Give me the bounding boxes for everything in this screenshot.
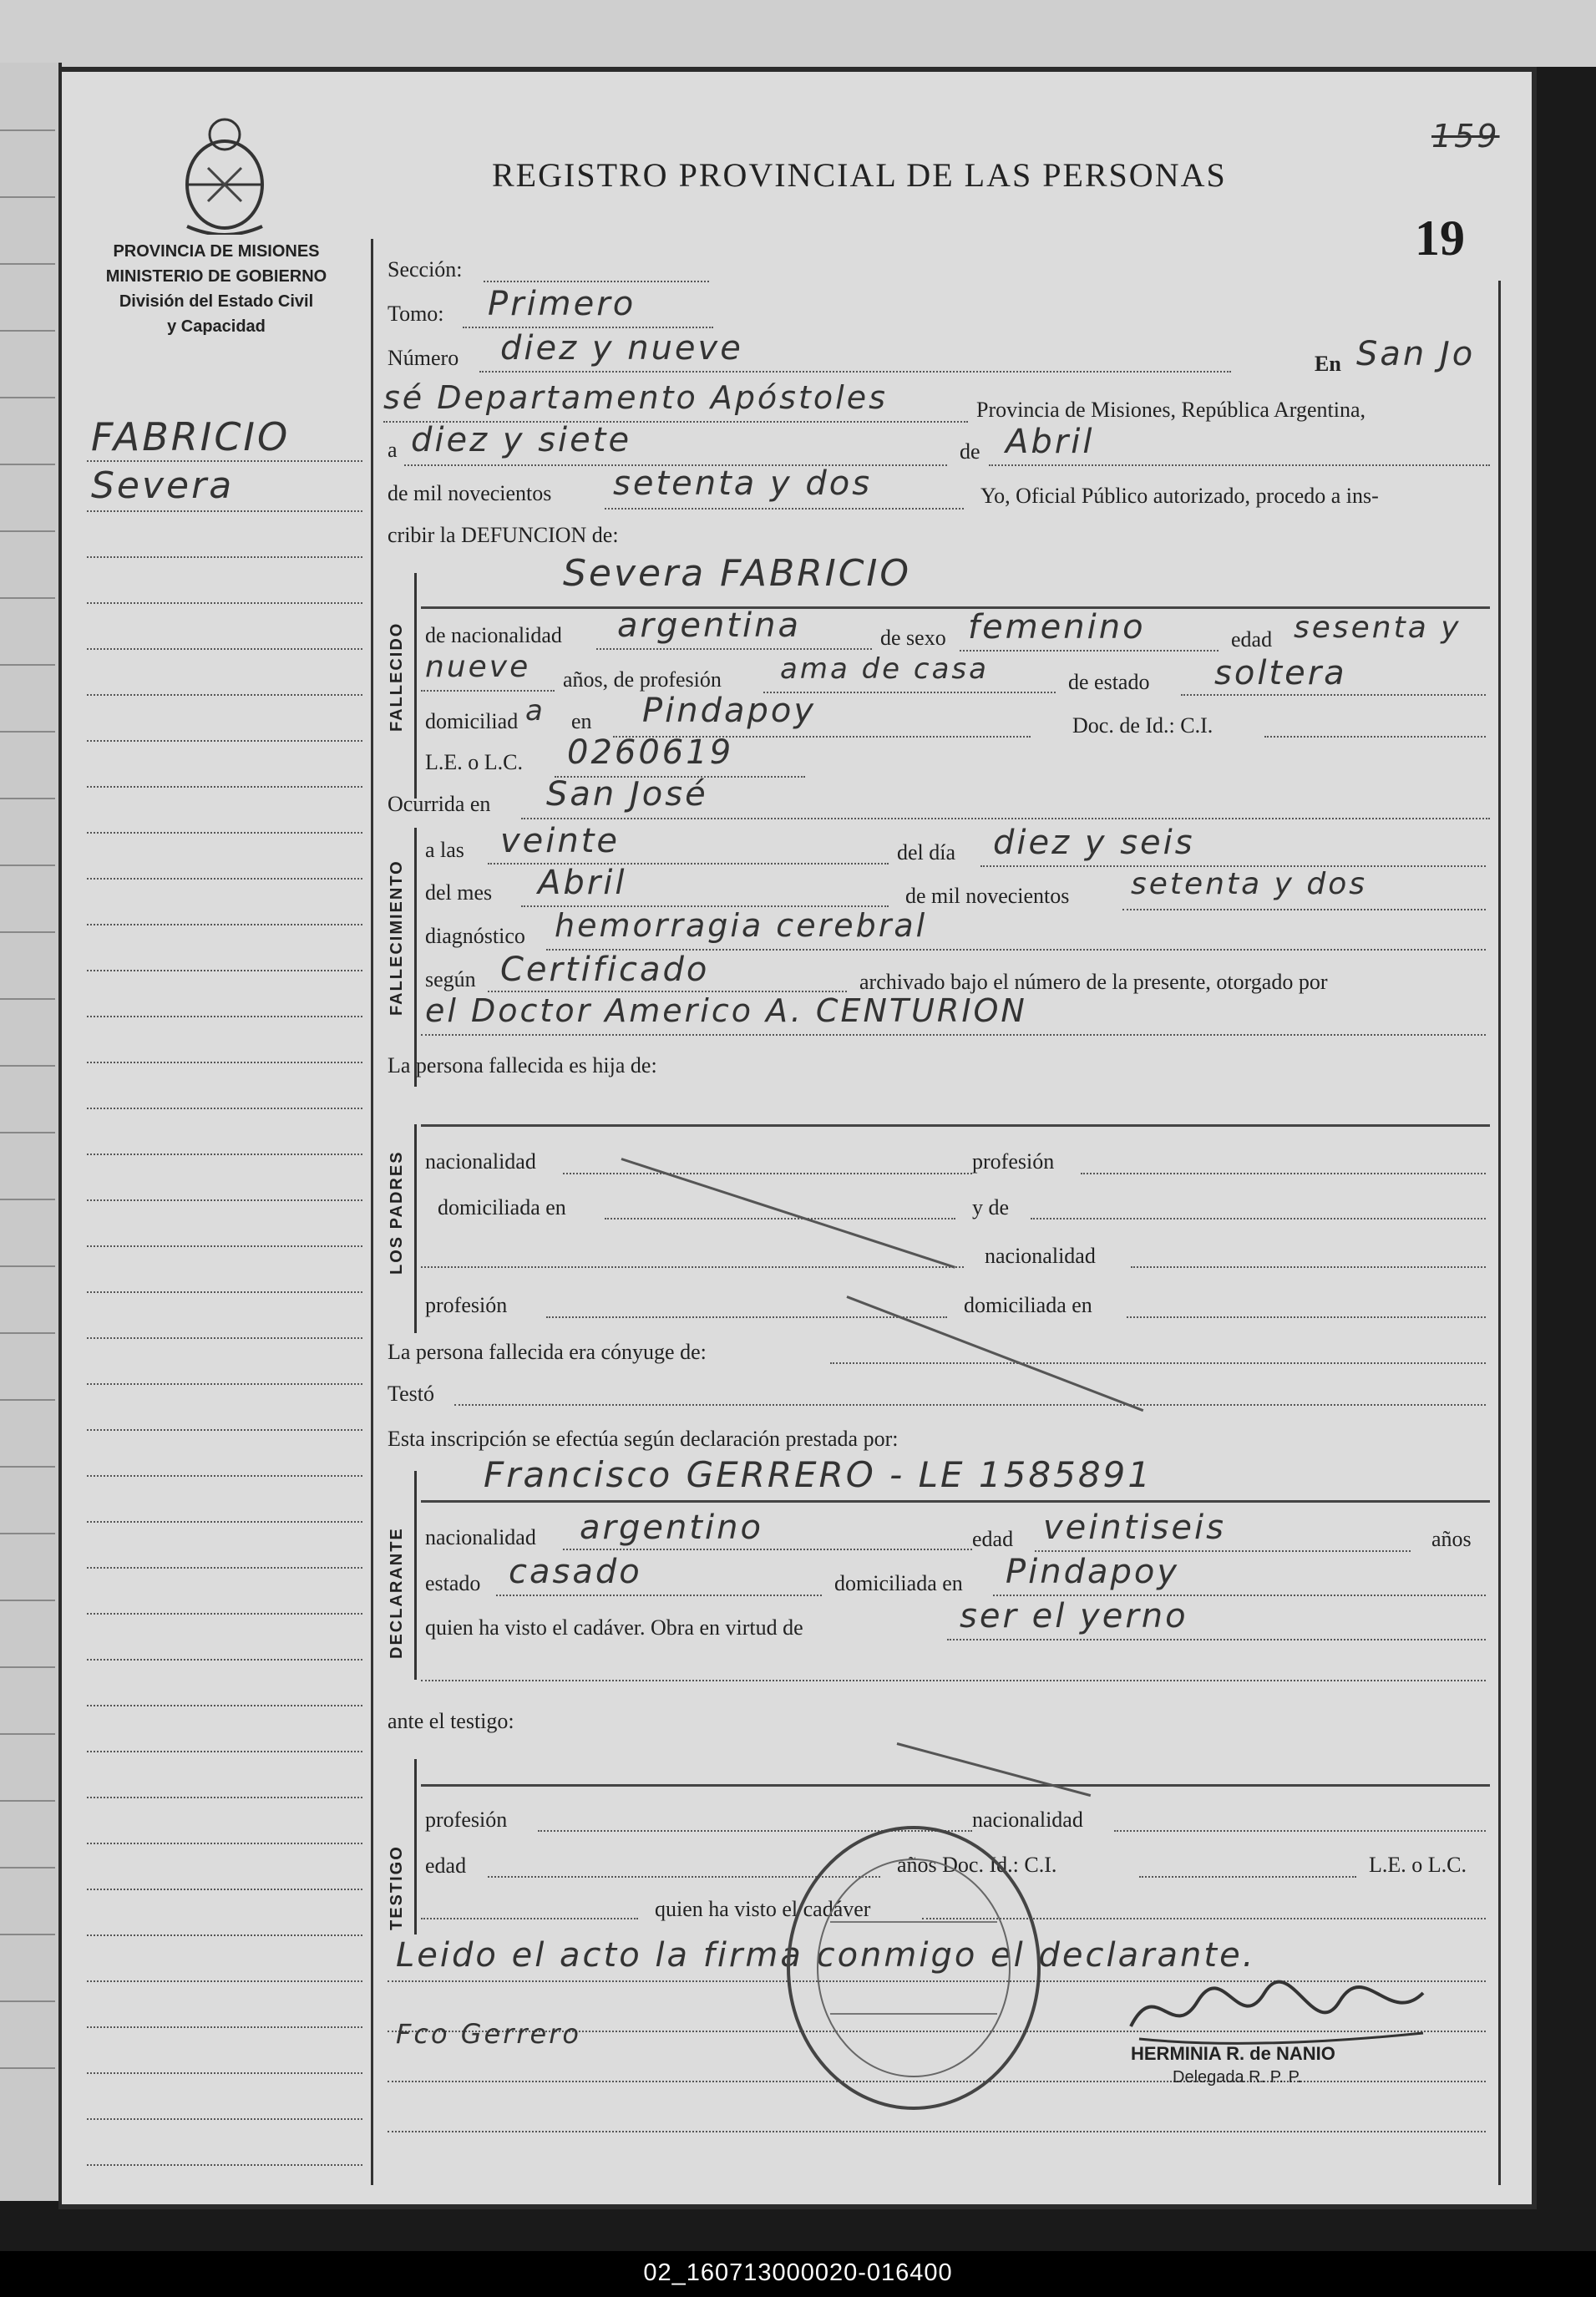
label-decl-anos: años <box>1431 1527 1472 1551</box>
label-testigo-profesion: profesión <box>425 1808 508 1832</box>
entry-decl-nacionalidad: argentino <box>580 1509 763 1547</box>
entry-mes-fallec: Abril <box>538 864 627 902</box>
ministry-line-2: MINISTERIO DE GOBIERNO <box>105 267 327 286</box>
label-segun: según <box>425 967 476 991</box>
label-anos-profesion: años, de profesión <box>563 667 722 692</box>
entry-le-lc: 0260619 <box>567 733 734 772</box>
entry-cierre: Leido el acto la firma conmigo el declarante. <box>396 1936 1256 1975</box>
entry-estado-civil: soltera <box>1214 654 1347 692</box>
label-de-nacionalidad: de nacionalidad <box>425 623 562 647</box>
entry-mes: Abril <box>1006 423 1095 461</box>
label-de-sexo: de sexo <box>880 626 946 650</box>
label-decl-estado: estado <box>425 1571 481 1595</box>
entry-nombre: Severa FABRICIO <box>563 552 912 595</box>
section-los-padres: LOS PADRES <box>388 1150 406 1275</box>
label-seccion: Sección: <box>388 257 463 281</box>
label-archivado: archivado bajo el número de la presente, otorgado por <box>859 970 1328 994</box>
label-padre-profesion: profesión <box>972 1149 1055 1174</box>
label-yo-oficial: Yo, Oficial Público autorizado, procedo a ins- <box>980 484 1379 508</box>
label-madre-nacionalidad: nacionalidad <box>985 1244 1096 1268</box>
entry-diagnostico: hemorragia cerebral <box>555 907 928 944</box>
top-background <box>0 0 1596 67</box>
footer-bar <box>0 2251 1596 2297</box>
register-page <box>58 67 1537 2209</box>
label-doc-id: Doc. de Id.: C.I. <box>1072 713 1213 738</box>
label-decl-edad: edad <box>972 1527 1014 1551</box>
label-padre-domiciliada: domiciliada en <box>438 1195 566 1219</box>
ministry-line-1: PROVINCIA DE MISIONES <box>113 242 320 261</box>
label-madre-profesion: profesión <box>425 1293 508 1317</box>
label-ocurrida-en: Ocurrida en <box>388 792 491 816</box>
entry-domicilio: Pindapoy <box>642 692 817 730</box>
label-mil-novecientos: de mil novecientos <box>388 481 552 505</box>
entry-domiciliad-suffix: a <box>525 694 545 728</box>
entry-anio-fallec: setenta y dos <box>1131 867 1367 901</box>
entry-otorgado-por: el Doctor Americo A. CENTURION <box>425 992 1027 1029</box>
label-decl-domiciliada: domiciliada en <box>834 1571 963 1595</box>
entry-declarante: Francisco GERRERO - LE 1585891 <box>484 1454 1153 1495</box>
entry-profesion: ama de casa <box>780 652 989 686</box>
label-testigo-edad: edad <box>425 1853 467 1878</box>
entry-hora: veinte <box>500 822 621 860</box>
entry-decl-estado: casado <box>509 1553 642 1591</box>
label-testigo-nacionalidad: nacionalidad <box>972 1808 1083 1832</box>
signature-title: Delegada R. P. P. <box>1173 2068 1302 2087</box>
page-number: 19 <box>1415 210 1465 266</box>
label-conyuge: La persona fallecida era cónyuge de: <box>388 1340 707 1364</box>
entry-en-place: San Jo <box>1356 335 1476 373</box>
margin-divider <box>371 239 373 2185</box>
entry-place-line: sé Departamento Apóstoles <box>383 379 888 416</box>
entry-edad-1: sesenta y <box>1294 611 1462 645</box>
label-de: de <box>960 439 980 464</box>
label-domiciliad: domiciliad <box>425 709 519 733</box>
section-fallecimiento: FALLECIMIENTO <box>388 859 406 1016</box>
entry-decl-virtud: ser el yerno <box>960 1597 1188 1635</box>
label-y-de: y de <box>972 1195 1010 1219</box>
section-fallecido: FALLECIDO <box>388 621 406 732</box>
section-declarante: DECLARANTE <box>388 1527 406 1659</box>
ministry-line-4: y Capacidad <box>167 317 266 336</box>
label-hija-de: La persona fallecida es hija de: <box>388 1053 657 1078</box>
label-a: a <box>388 438 398 462</box>
entry-decl-domicilio: Pindapoy <box>1006 1553 1180 1591</box>
entry-anio: setenta y dos <box>613 464 873 503</box>
entry-numero: diez y nueve <box>500 329 743 368</box>
label-madre-domiciliada: domiciliada en <box>964 1293 1092 1317</box>
label-en-domicilio: en <box>571 709 592 733</box>
label-testo: Testó <box>388 1382 434 1406</box>
previous-page-edge <box>0 63 62 2201</box>
label-de-estado: de estado <box>1068 670 1150 694</box>
label-testigo-anos-doc: años Doc. Id.: C.I. <box>897 1853 1057 1877</box>
entry-tomo: Primero <box>488 285 636 323</box>
strike-testigo <box>897 1742 1092 1797</box>
label-testigo-visto: quien ha visto el cadáver <box>655 1897 871 1921</box>
section-testigo: TESTIGO <box>388 1845 406 1930</box>
crossed-page-number: 159 <box>1431 118 1500 155</box>
label-provincia: Provincia de Misiones, República Argentina, <box>976 398 1365 422</box>
label-declaracion: Esta inscripción se efectúa según declaración prestada por: <box>388 1427 899 1451</box>
right-border <box>1498 281 1501 2185</box>
label-cribir: cribir la DEFUNCION de: <box>388 523 619 547</box>
entry-edad-2: nueve <box>425 650 531 684</box>
label-le-lc: L.E. o L.C. <box>425 750 523 774</box>
entry-sexo: femenino <box>968 608 1146 647</box>
official-stamp <box>780 1822 1047 2114</box>
label-padre-nacionalidad: nacionalidad <box>425 1149 536 1174</box>
label-ante-testigo: ante el testigo: <box>388 1709 514 1733</box>
label-de-mil-nov: de mil novecientos <box>905 884 1070 908</box>
signature-declarante: Fco Gerrero <box>396 2018 581 2050</box>
coat-of-arms-icon <box>179 109 271 235</box>
label-diagnostico: diagnóstico <box>425 924 525 948</box>
label-numero: Número <box>388 346 459 370</box>
ministry-block <box>79 239 354 339</box>
label-en: En <box>1315 352 1341 376</box>
margin-given-name: Severa <box>91 464 235 507</box>
label-edad: edad <box>1231 627 1273 652</box>
label-a-las: a las <box>425 838 464 862</box>
label-testigo-le-lc: L.E. o L.C. <box>1369 1853 1467 1877</box>
entry-decl-edad: veintiseis <box>1043 1509 1226 1547</box>
entry-ocurrida-en: San José <box>546 775 708 814</box>
ministry-line-3: División del Estado Civil <box>119 292 314 311</box>
label-tomo: Tomo: <box>388 302 444 326</box>
entry-segun: Certificado <box>500 951 710 989</box>
footer-caption: 02_160713000020-016400 <box>643 2259 953 2286</box>
entry-dia-fallec: diez y seis <box>993 824 1195 862</box>
entry-nacionalidad: argentina <box>617 606 801 645</box>
entry-dia: diez y siete <box>411 421 632 459</box>
label-quien-visto: quien ha visto el cadáver. Obra en virtud de <box>425 1615 803 1640</box>
label-del-mes: del mes <box>425 880 493 905</box>
label-decl-nacionalidad: nacionalidad <box>425 1525 536 1549</box>
page-title: REGISTRO PROVINCIAL DE LAS PERSONAS <box>492 156 1227 194</box>
signature-name: HERMINIA R. de NANIO <box>1131 2043 1335 2064</box>
margin-surname: FABRICIO <box>91 414 291 459</box>
label-del-dia: del día <box>897 840 956 865</box>
